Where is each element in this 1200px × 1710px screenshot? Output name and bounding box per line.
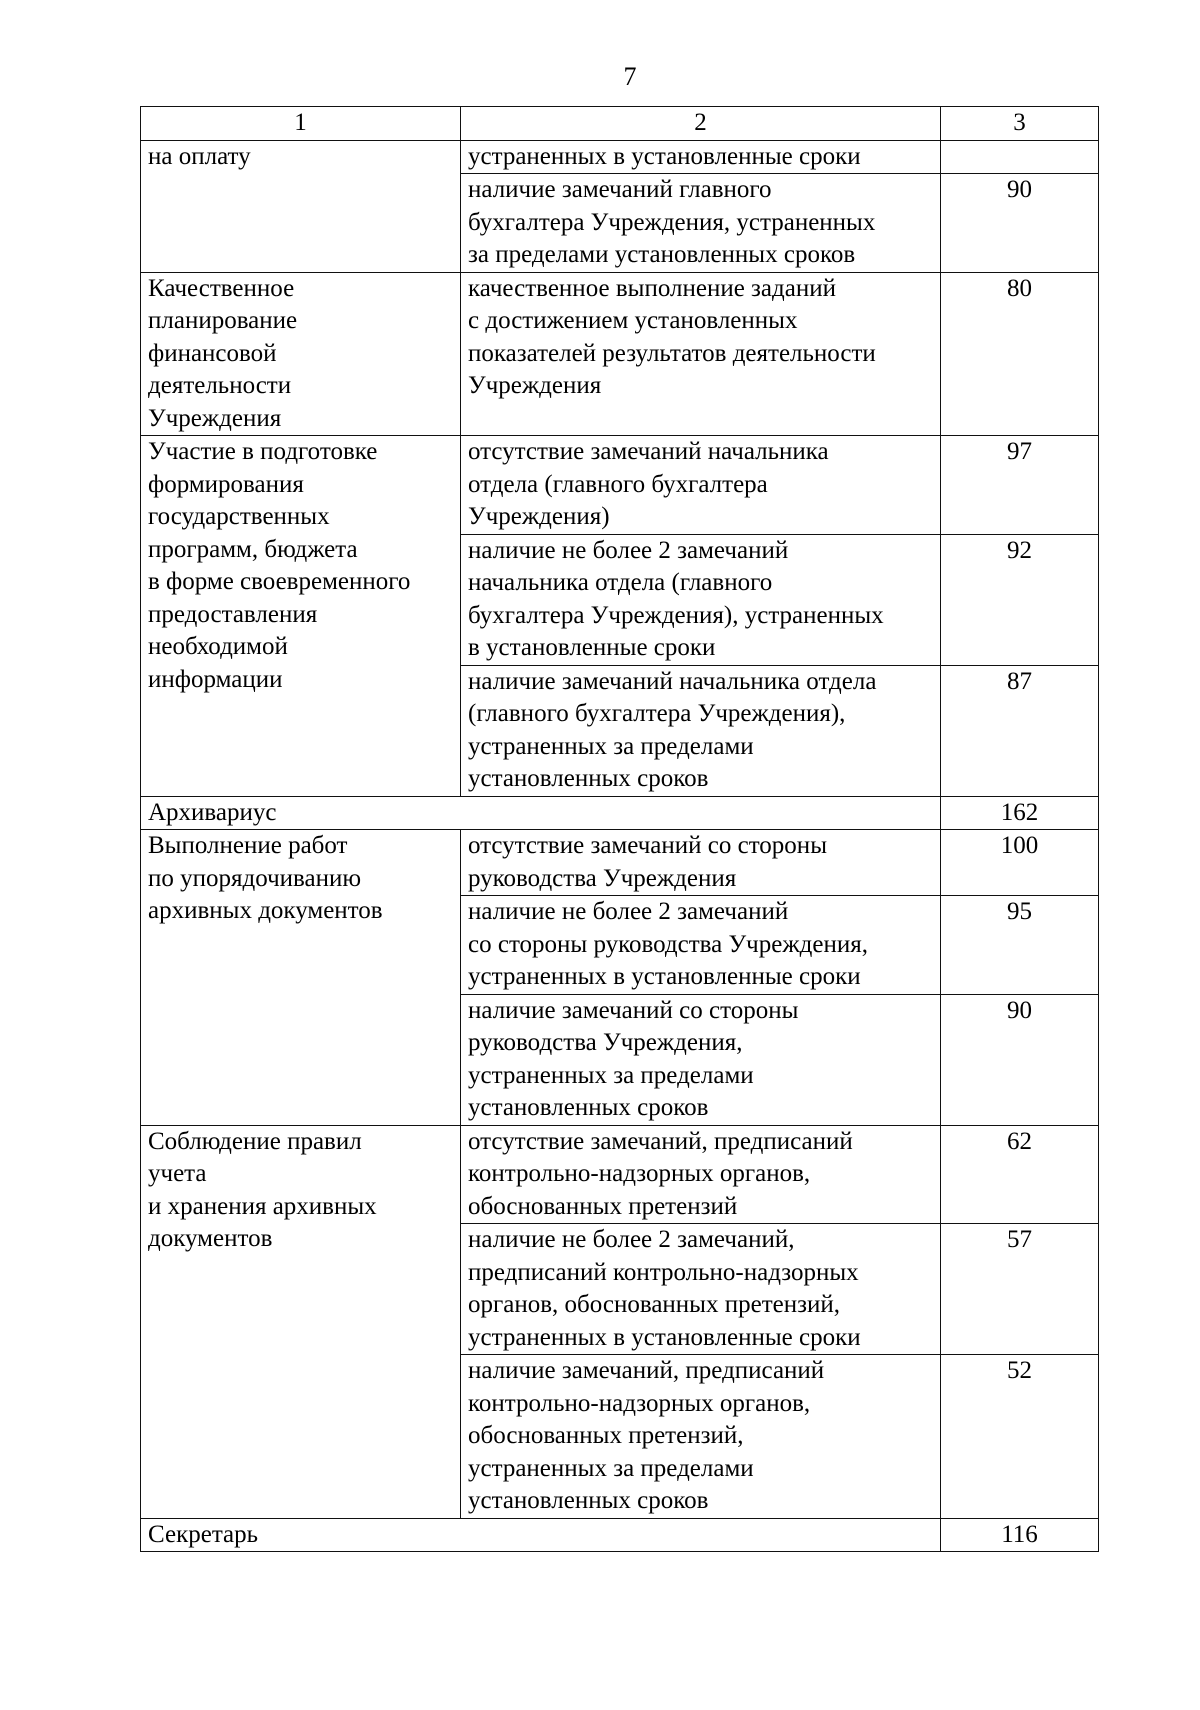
criteria-table (140, 106, 1099, 1552)
condition-cell: отсутствие замечаний со стороны руководства Учреждения (461, 830, 941, 896)
score-cell: 100 (941, 830, 1099, 896)
score-cell: 87 (941, 665, 1099, 796)
criterion-cell: Выполнение работ по упорядочиванию архивных документов (141, 830, 461, 1126)
score-cell: 97 (941, 436, 1099, 535)
position-title: Архивариус (141, 796, 941, 830)
criterion-cell: Соблюдение правил учета и хранения архивных документов (141, 1125, 461, 1518)
condition-cell: качественное выполнение заданий с достижением установленных показателей результатов деятельности Учреждения (461, 272, 941, 436)
score-cell: 90 (941, 174, 1099, 273)
position-total-score: 162 (941, 796, 1099, 830)
condition-cell: отсутствие замечаний начальника отдела (главного бухгалтера Учреждения) (461, 436, 941, 535)
column-header-3: 3 (941, 107, 1099, 141)
score-cell: 57 (941, 1224, 1099, 1355)
score-cell: 95 (941, 896, 1099, 995)
page-number: 7 (623, 62, 637, 91)
position-row (141, 796, 1099, 830)
table-header-row (141, 107, 1099, 141)
score-cell: 92 (941, 534, 1099, 665)
position-title: Секретарь (141, 1518, 941, 1552)
condition-cell: наличие не более 2 замечаний, предписаний контрольно-надзорных органов, обоснованных претензий, устраненных в установленные сроки (461, 1224, 941, 1355)
position-row (141, 1518, 1099, 1552)
table-row (141, 436, 1099, 535)
condition-cell: наличие не более 2 замечаний начальника отдела (главного бухгалтера Учреждения), устраненных в установленные сроки (461, 534, 941, 665)
column-header-1: 1 (141, 107, 461, 141)
table-row (141, 140, 1099, 174)
condition-cell: отсутствие замечаний, предписаний контрольно-надзорных органов, обоснованных претензий (461, 1125, 941, 1224)
condition-cell: наличие замечаний, предписаний контрольно-надзорных органов, обоснованных претензий, устраненных за пределами установленных сроков (461, 1355, 941, 1519)
column-header-2: 2 (461, 107, 941, 141)
condition-cell: наличие замечаний со стороны руководства Учреждения, устраненных за пределами установленных сроков (461, 994, 941, 1125)
table-row (141, 830, 1099, 896)
criterion-cell: Качественное планирование финансовой деятельности Учреждения (141, 272, 461, 436)
score-cell: 52 (941, 1355, 1099, 1519)
score-cell: 90 (941, 994, 1099, 1125)
score-cell: 80 (941, 272, 1099, 436)
score-cell (941, 140, 1099, 174)
table-row (141, 272, 1099, 436)
criterion-cell: на оплату (141, 140, 461, 272)
condition-cell: наличие не более 2 замечаний со стороны руководства Учреждения, устраненных в установленные сроки (461, 896, 941, 995)
criterion-cell: Участие в подготовке формирования государственных программ, бюджета в форме своевременного предоставления необходимой информации (141, 436, 461, 797)
condition-cell: устраненных в установленные сроки (461, 140, 941, 174)
condition-cell: наличие замечаний главного бухгалтера Учреждения, устраненных за пределами установленных сроков (461, 174, 941, 273)
position-total-score: 116 (941, 1518, 1099, 1552)
condition-cell: наличие замечаний начальника отдела (главного бухгалтера Учреждения), устраненных за пределами установленных сроков (461, 665, 941, 796)
score-cell: 62 (941, 1125, 1099, 1224)
table-row (141, 1125, 1099, 1224)
